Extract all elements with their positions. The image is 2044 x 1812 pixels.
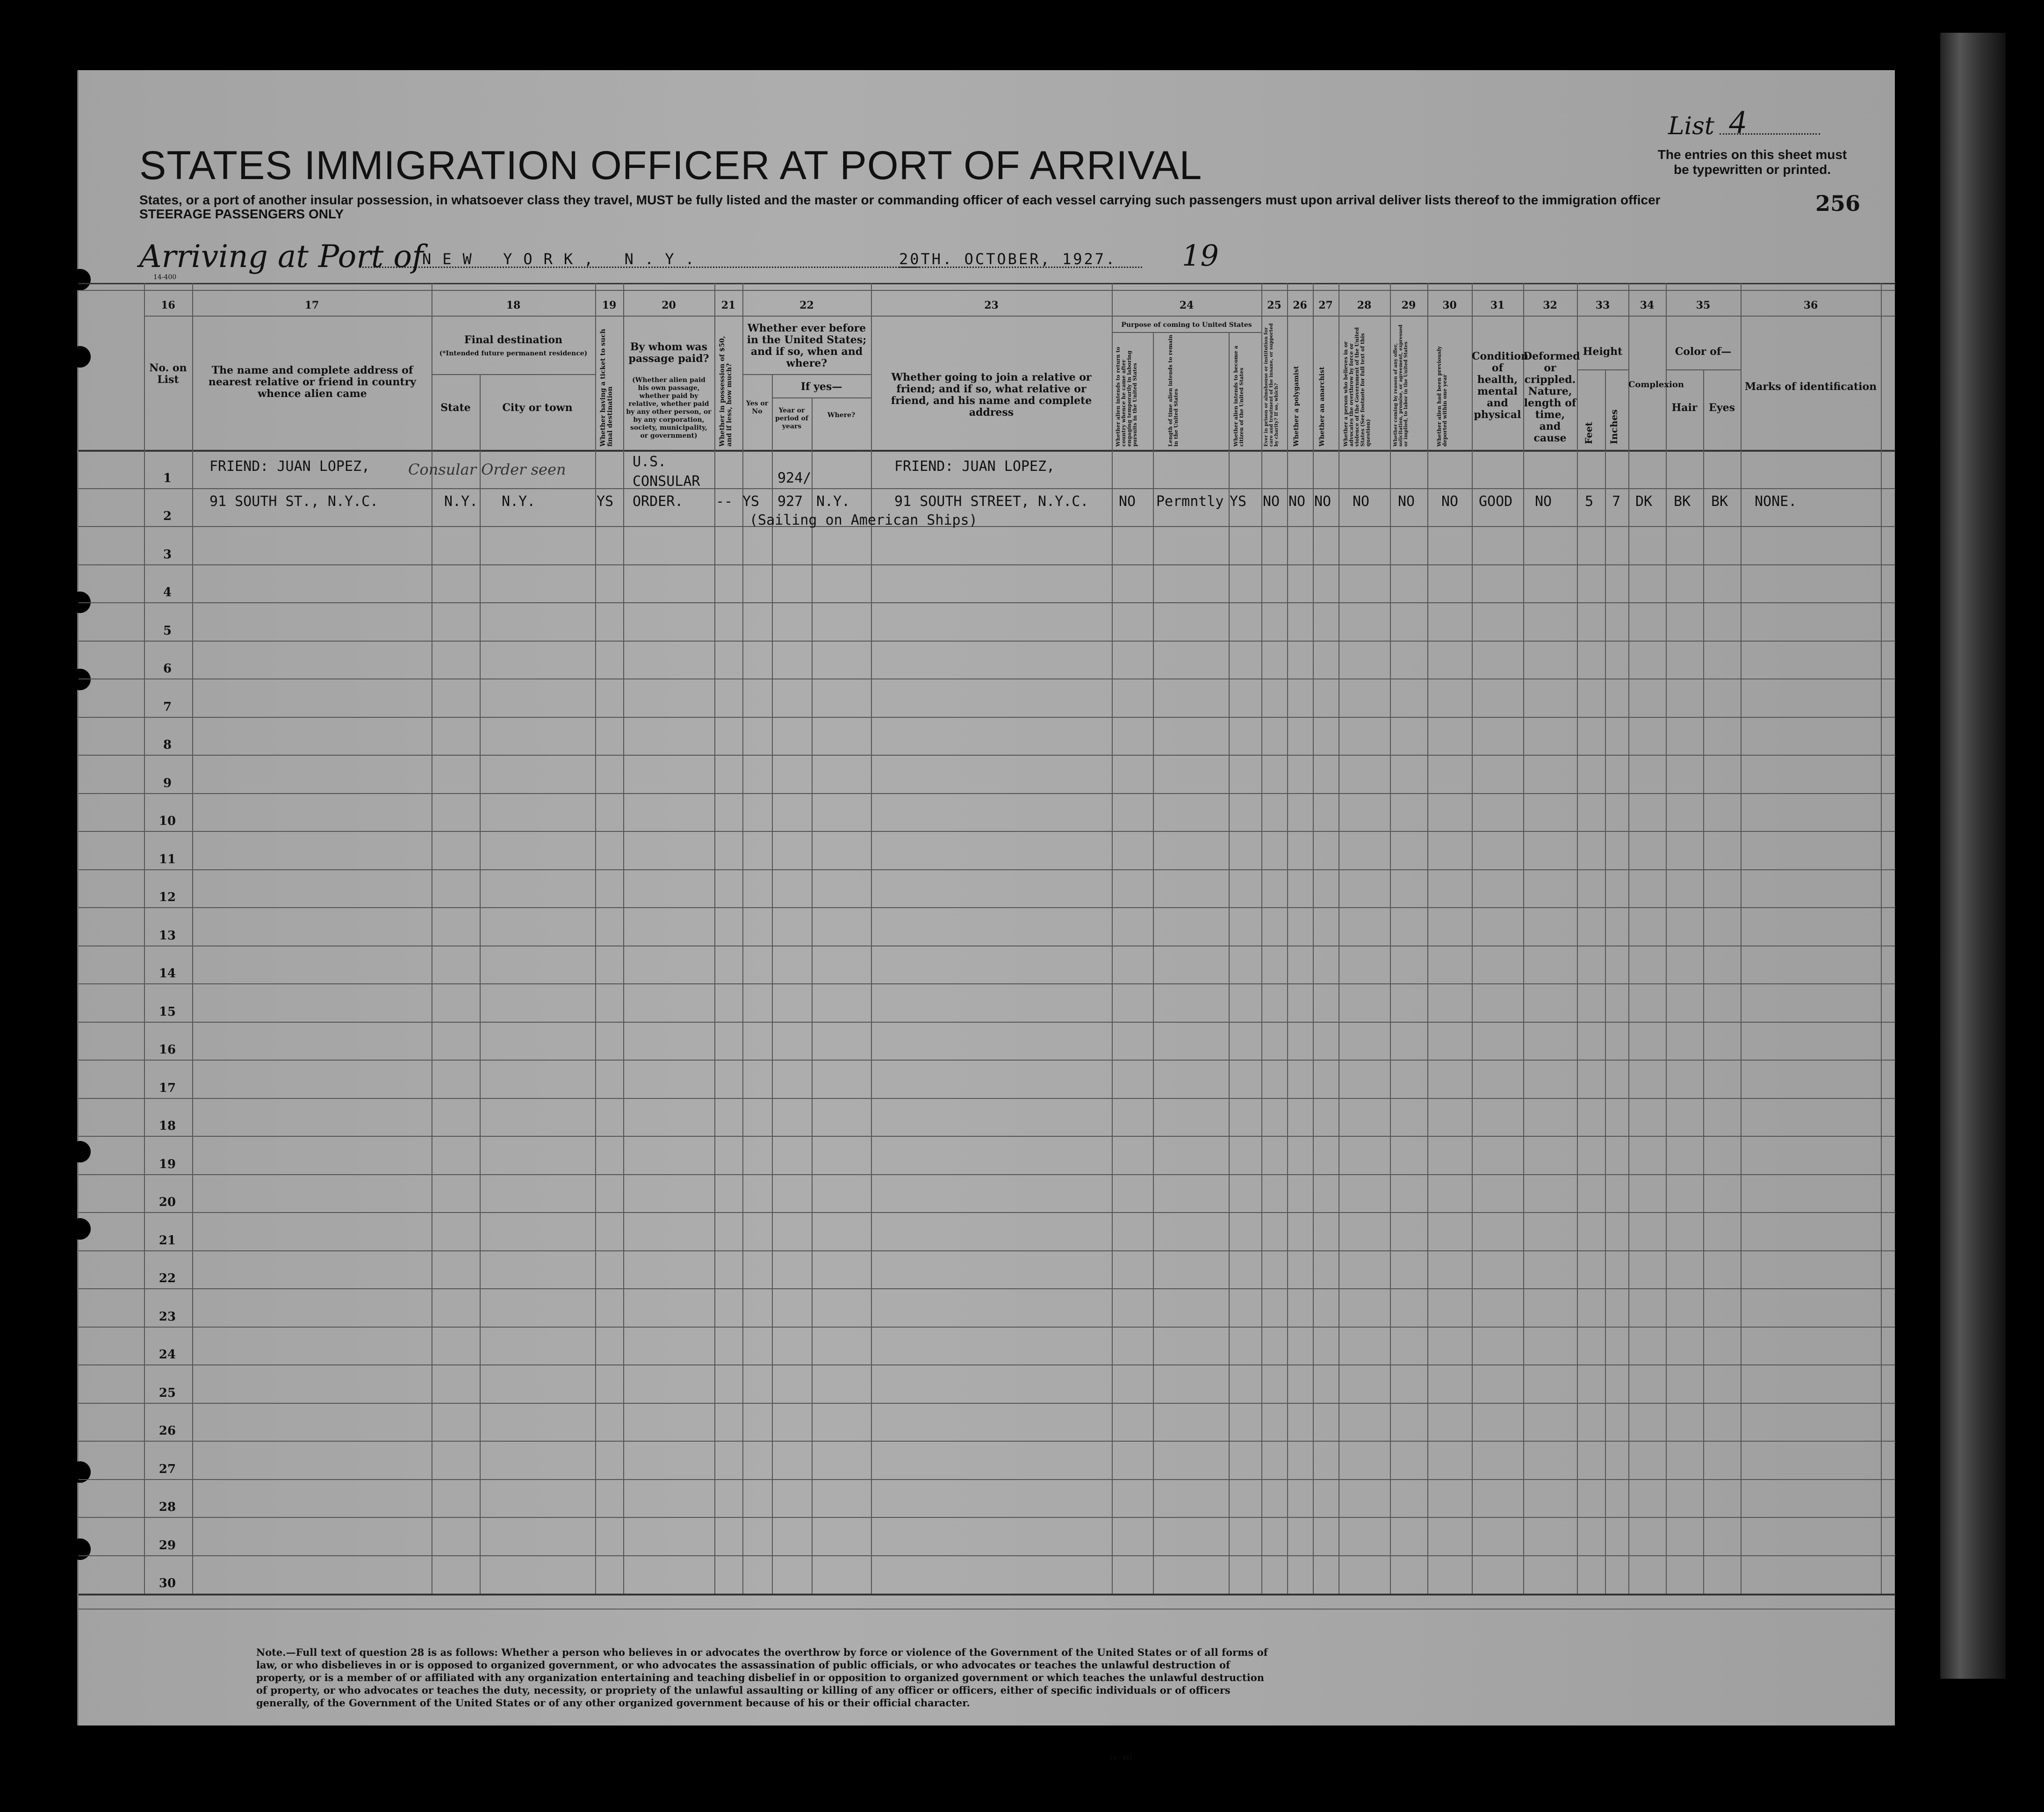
row-number: 20	[158, 1195, 176, 1209]
row-number: 2	[163, 509, 172, 523]
row-number: 25	[158, 1386, 176, 1400]
possession-answer: --	[716, 493, 733, 510]
header-complexion: Complexion	[1628, 380, 1684, 390]
column-number: 27	[1318, 299, 1333, 311]
column-number: 19	[602, 299, 617, 311]
column-divider	[1472, 283, 1473, 1594]
c26-answer: NO	[1288, 493, 1306, 510]
column-number: 32	[1543, 299, 1557, 311]
subheader-line	[1666, 369, 1741, 370]
row-line	[79, 1517, 1895, 1518]
column-divider	[1741, 283, 1742, 1594]
subheader-line	[1112, 332, 1261, 333]
column-divider	[1153, 332, 1154, 1594]
column-divider	[1313, 283, 1314, 1594]
column-number: 31	[1490, 299, 1505, 311]
steerage-label: STEERAGE PASSENGERS ONLY	[139, 207, 344, 221]
row-number: 14	[158, 967, 176, 981]
column-number: 21	[721, 299, 736, 311]
column-number: 24	[1179, 299, 1194, 311]
header-polygamist: Whether a polygamist	[1293, 366, 1300, 447]
column-divider	[1112, 283, 1113, 1594]
c29-answer: NO	[1398, 493, 1415, 510]
column-divider	[742, 283, 743, 1594]
column-number: 22	[799, 299, 814, 311]
row-number: 22	[158, 1271, 176, 1285]
relative-name: FRIEND: JUAN LOPEZ,	[209, 458, 370, 475]
form-small-code: 14-400	[153, 274, 177, 281]
header-join-relative: Whether going to join a relative or friend; and if so, what relative or friend, and his name and complete address	[891, 371, 1092, 419]
port-dotted-line	[359, 267, 920, 268]
column-number: 26	[1293, 299, 1307, 311]
row-number: 30	[158, 1576, 176, 1590]
header-hair: Hair	[1671, 402, 1698, 414]
header-yes-no: Yes or No	[746, 400, 769, 415]
header-if-yes: If yes—	[800, 381, 842, 393]
row-number: 24	[158, 1348, 176, 1362]
row-number: 27	[158, 1462, 176, 1476]
column-divider	[595, 283, 596, 1594]
table-bottom-inner	[79, 1609, 1895, 1610]
row-number: 19	[158, 1157, 176, 1171]
subheader-line	[772, 397, 871, 398]
header-purpose-c: Whether alien intends to become a citizen of the United States	[1233, 346, 1245, 447]
date-dotted-line	[899, 267, 1142, 268]
list-underline	[1720, 133, 1820, 135]
column-divider	[1287, 283, 1288, 1594]
column-divider	[1261, 283, 1262, 1594]
passage-paid-line2: CONSULAR	[633, 473, 700, 490]
column-divider	[480, 374, 481, 1594]
row-line	[79, 983, 1895, 984]
column-number: 18	[506, 299, 521, 311]
header-final-destination: Final destination	[464, 334, 562, 346]
column-number: 16	[161, 299, 175, 311]
binder-hole	[69, 1538, 91, 1560]
header-deported: Whether alien had been previously deported within one year	[1436, 346, 1448, 447]
row-line	[79, 1060, 1895, 1061]
binder-hole	[69, 1141, 91, 1162]
header-prison: Ever in prison or almshouse or institution for care and treatment of the insane, or supported by charity? If so, which?	[1264, 323, 1279, 447]
row-line	[79, 1174, 1895, 1175]
list-label: List	[1668, 112, 1714, 140]
years-line2: 927	[777, 493, 803, 510]
header-purpose-b: Length of time alien intends to remain in the United States	[1167, 334, 1179, 447]
column-number: 23	[984, 299, 999, 311]
binder-hole	[69, 346, 91, 368]
row-number: 8	[163, 738, 172, 752]
column-divider	[144, 283, 145, 1594]
row-line	[79, 1288, 1895, 1289]
header-color-of: Color of—	[1675, 346, 1732, 358]
footnote-question-28: Note.—Full text of question 28 is as follows: Whether a person who believes in or advocates the overthrow by force or violence of the Government of the United States or of all forms of law, or who disbelieves in or is opposed to organized government, or who advocates the assassination of public officials, or who advocates or teaches the unlawful destruction of property, or is a member of or affiliated with any organization entertaining and teaching disbelief in or opposition to organized government or which teaches the unlawful destruction of property, or who advocates or teaches the duty, necessity, or propriety of the unlawful assaulting or killing of any officer or officers, either of specific individuals or of officers generally, of the Government of the United States or of any other organized government because of his or their official character.	[256, 1646, 1268, 1709]
row-line	[79, 1212, 1895, 1213]
header-anarchist: Whether an anarchist	[1318, 367, 1326, 447]
column-divider	[1666, 283, 1667, 1594]
c28-answer: NO	[1353, 493, 1370, 510]
header-condition: Condition of health, mental and physical	[1472, 350, 1529, 421]
row-number: 26	[158, 1424, 176, 1438]
c25-answer: NO	[1263, 493, 1280, 510]
header-ticket: Whether having a ticket to such final destination	[599, 329, 614, 447]
row-number: 17	[158, 1081, 176, 1095]
ticket-answer: YS	[597, 493, 614, 510]
header-deformed: Deformed or crippled. Nature, length of time, and cause	[1523, 350, 1580, 444]
manifest-sheet	[77, 70, 1895, 1761]
header-passage-note: (Whether alien paid his own passage, whether paid by relative, whether paid by any other person, or by any corporation, society, municipality, or government)	[626, 376, 712, 440]
row-line	[79, 1136, 1895, 1137]
row-number: 11	[158, 852, 176, 866]
row-line	[79, 869, 1895, 870]
column-divider	[192, 283, 193, 1594]
column-number: 28	[1357, 299, 1372, 311]
purpose-c-answer: YS	[1230, 493, 1247, 510]
row-number: 7	[163, 700, 172, 714]
row-line	[79, 602, 1895, 603]
column-divider	[871, 283, 872, 1594]
row-number: 16	[158, 1043, 176, 1057]
row-line	[79, 1555, 1895, 1556]
row-number: 29	[158, 1538, 176, 1552]
passage-paid-line1: U.S.	[633, 454, 667, 470]
header-ever-before: Whether ever before in the United States; and if so, when and where?	[747, 322, 867, 369]
sailing-note: (Sailing on American Ships)	[749, 512, 978, 528]
row-number: 13	[158, 929, 176, 943]
c27-answer: NO	[1314, 493, 1331, 510]
destination-state: N.Y.	[444, 493, 478, 510]
height-feet: 5	[1585, 493, 1594, 510]
row-line	[79, 793, 1895, 794]
row-number: 12	[158, 890, 176, 904]
column-divider	[1628, 283, 1629, 1594]
page-number: 256	[1815, 191, 1861, 216]
row-line	[79, 907, 1895, 908]
column-number: 30	[1442, 299, 1457, 311]
column-number: 17	[304, 299, 319, 311]
row-line	[79, 564, 1895, 565]
row-number: 5	[163, 624, 172, 638]
arrival-port: NEW YORK, N.Y.	[422, 250, 705, 268]
header-bottom-border	[79, 450, 1895, 452]
subheader-line	[742, 374, 871, 375]
column-divider	[1577, 283, 1578, 1594]
form-title: STATES IMMIGRATION OFFICER AT PORT OF ARRIVAL	[139, 143, 1202, 188]
arriving-label: Arriving at Port of	[139, 238, 424, 274]
header-city: City or town	[502, 402, 573, 414]
header-no-on-list: No. on List	[149, 362, 187, 386]
years-line1: 924/	[777, 470, 812, 486]
row-number: 9	[163, 776, 172, 790]
header-height: Height	[1583, 346, 1623, 358]
binder-hole	[69, 669, 91, 690]
column-divider	[1881, 283, 1882, 1594]
handwritten-consular-note: Consular Order seen	[408, 461, 566, 478]
row-line	[79, 641, 1895, 642]
eyes-answer: BK	[1711, 493, 1728, 510]
passage-paid-line3: ORDER.	[633, 493, 684, 510]
row-line	[79, 717, 1895, 718]
join-relative-name: FRIEND: JUAN LOPEZ,	[894, 458, 1055, 475]
header-feet: Feet	[1583, 422, 1594, 444]
header-purpose-a: Whether alien intends to return to country whence he came after engaging temporarily in laboring pursuits in the United States	[1115, 347, 1138, 447]
where-answer: N.Y.	[816, 493, 850, 510]
join-relative-address: 91 SOUTH STREET, N.Y.C.	[894, 493, 1089, 510]
header-marks: Marks of identification	[1744, 381, 1877, 393]
column-number: 29	[1401, 299, 1416, 311]
column-number-divider	[144, 316, 1895, 317]
condition-answer: GOOD	[1479, 493, 1513, 510]
column-number: 36	[1803, 299, 1818, 311]
row-line	[79, 1441, 1895, 1442]
column-divider	[1229, 332, 1230, 1594]
header-relative: The name and complete address of nearest relative or friend in country whence alien came	[208, 364, 417, 400]
column-divider	[1703, 369, 1704, 1594]
c30-answer: NO	[1441, 493, 1459, 510]
header-final-destination-note: (*Intended future permanent residence)	[439, 350, 588, 357]
column-number: 25	[1267, 299, 1281, 311]
row-number: 18	[158, 1119, 176, 1133]
header-state: State	[440, 402, 471, 414]
row-number: 28	[158, 1500, 176, 1514]
deformed-answer: NO	[1535, 493, 1552, 510]
column-divider	[812, 397, 813, 1594]
column-divider	[1427, 283, 1428, 1594]
table-top-inner	[79, 290, 1895, 291]
arrival-date: 20TH. OCTOBER, 1927.	[899, 250, 1117, 268]
row-line	[79, 1403, 1895, 1404]
column-number: 20	[662, 299, 676, 311]
header-labor-offer: Whether coming by reason of any offer, solicitation, promise, or agreement, expressed or implied, to labor in the United States	[1393, 325, 1409, 447]
header-where: Where?	[827, 411, 856, 419]
form-code: 14—481	[1109, 1754, 1133, 1761]
row-number: 6	[163, 662, 172, 676]
column-number: 34	[1640, 299, 1655, 311]
marks-answer: NONE.	[1755, 493, 1797, 510]
row-line	[79, 488, 1895, 489]
header-overthrow: Whether a person who believes in or advocates the overthrow by force or violence of the Government of the United States (See footnote for full text of this question)	[1343, 327, 1371, 447]
subheader-line	[432, 374, 595, 375]
header-passage-paid: By whom was passage paid?	[628, 341, 709, 365]
row-number: 1	[163, 471, 172, 485]
column-divider	[623, 283, 624, 1594]
row-line	[79, 831, 1895, 832]
table-bottom-border	[79, 1594, 1895, 1595]
ever-before-answer: YS	[742, 493, 760, 510]
row-number: 3	[163, 548, 172, 562]
column-divider	[1390, 283, 1391, 1594]
row-line	[79, 526, 1895, 527]
binder-hole	[69, 1218, 91, 1240]
row-line	[79, 1022, 1895, 1023]
hair-answer: BK	[1674, 493, 1691, 510]
column-number: 33	[1595, 299, 1610, 311]
column-divider	[1605, 369, 1606, 1594]
row-number: 10	[158, 814, 176, 828]
row-line	[79, 755, 1895, 756]
row-line	[79, 1327, 1895, 1328]
height-inches: 7	[1612, 493, 1621, 510]
year-prefix: 19	[1182, 238, 1219, 273]
row-line	[79, 1098, 1895, 1099]
column-divider	[1523, 283, 1524, 1594]
purpose-a-answer: NO	[1119, 493, 1136, 510]
row-number: 15	[158, 1005, 176, 1019]
table-top-border	[79, 283, 1895, 284]
row-number: 4	[163, 585, 172, 599]
header-possession: Whether in possession of $50, and if less, how much?	[719, 336, 733, 447]
header-year-period: Year or period of years	[775, 407, 808, 430]
list-number: 4	[1729, 103, 1746, 141]
complexion-answer: DK	[1635, 493, 1653, 510]
row-number: 21	[158, 1234, 176, 1248]
row-line	[79, 1364, 1895, 1365]
binder-hole	[69, 269, 91, 290]
destination-city: N.Y.	[502, 493, 536, 510]
subheader-line	[1577, 369, 1628, 370]
form-instructions: States, or a port of another insular possession, in whatsoever class they travel, MUST be fully listed and the master or commanding officer of each vessel carrying such passengers must upon arrival deliver lists thereof to the immigration officer	[139, 193, 1661, 207]
header-eyes: Eyes	[1709, 402, 1735, 414]
row-line	[79, 1479, 1895, 1480]
header-inches: Inches	[1608, 409, 1619, 444]
relative-address: 91 SOUTH ST., N.Y.C.	[209, 493, 379, 510]
column-divider	[772, 374, 773, 1594]
row-line	[79, 1250, 1895, 1251]
column-divider	[714, 283, 715, 1594]
column-number: 35	[1696, 299, 1711, 311]
page-edge-shadow	[1940, 33, 2006, 1679]
row-number: 23	[158, 1310, 176, 1324]
header-purpose: Purpose of coming to United States	[1121, 321, 1252, 329]
purpose-b-answer: Permntly	[1156, 493, 1224, 510]
typewritten-note: The entries on this sheet must be typewritten or printed.	[1657, 147, 1847, 177]
